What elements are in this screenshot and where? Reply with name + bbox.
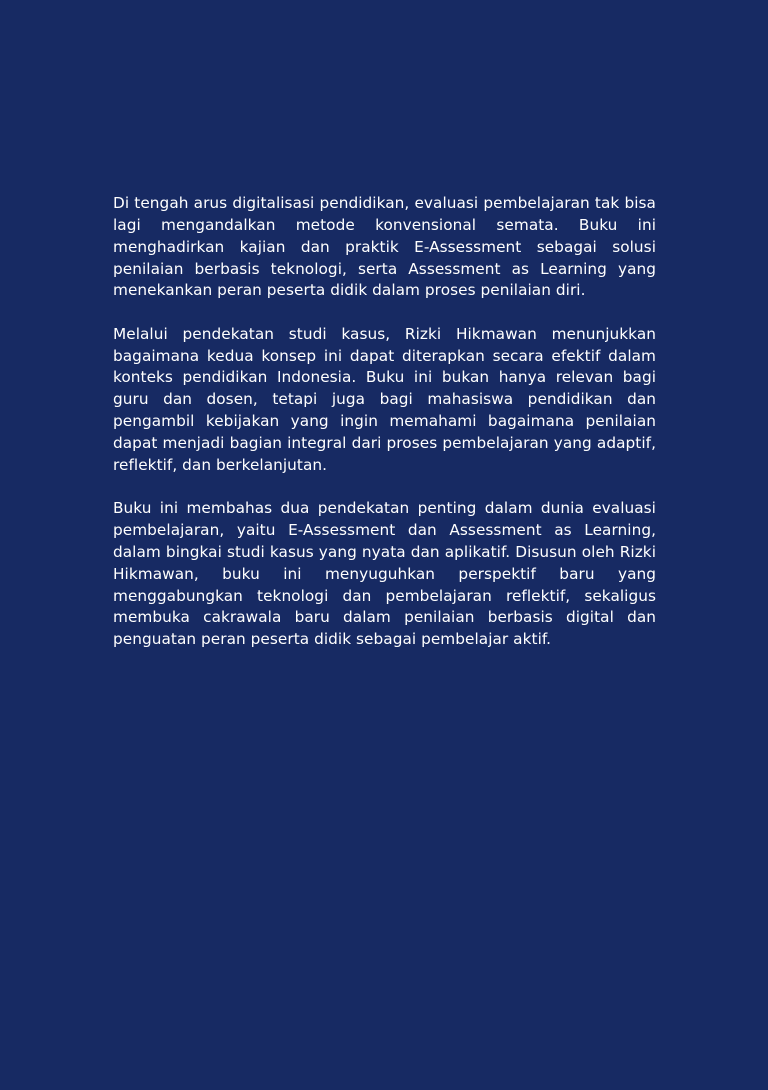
description-paragraph-2: Melalui pendekatan studi kasus, Rizki Hikmawan menunjukkan bagaimana kedua konsep ini dapat diterapkan secara efektif dalam konteks pendidikan Indonesia. Buku ini bukan hanya relevan bagi guru dan dosen, tetapi juga bagi mahasiswa pendidikan dan pengambil kebijakan yang ingin memahami bagaimana penilaian dapat menjadi bagian integral dari proses pembelajaran yang adaptif, reflektif, dan berkelanjutan. bbox=[113, 324, 656, 474]
description-paragraph-3: Buku ini membahas dua pendekatan penting dalam dunia evaluasi pembelajaran, yaitu E-Assessment dan Assessment as Learning, dalam bingkai studi kasus yang nyata dan aplikatif. Disusun oleh Rizki Hikmawan, buku ini menyuguhkan perspektif baru yang menggabungkan teknologi dan pembelajaran reflektif, sekaligus membuka cakrawala baru dalam penilaian berbasis digital dan penguatan peran peserta didik sebagai pembelajar aktif. bbox=[113, 499, 656, 649]
description-paragraph-1: Di tengah arus digitalisasi pendidikan, evaluasi pembelajaran tak bisa lagi mengandalkan metode konvensional semata. Buku ini menghadirkan kajian dan praktik E-Assessment sebagai solusi penilaian berbasis teknologi, serta Assessment as Learning yang menekankan peran peserta didik dalam proses penilaian diri. bbox=[113, 194, 656, 300]
book-description bbox=[113, 193, 656, 651]
